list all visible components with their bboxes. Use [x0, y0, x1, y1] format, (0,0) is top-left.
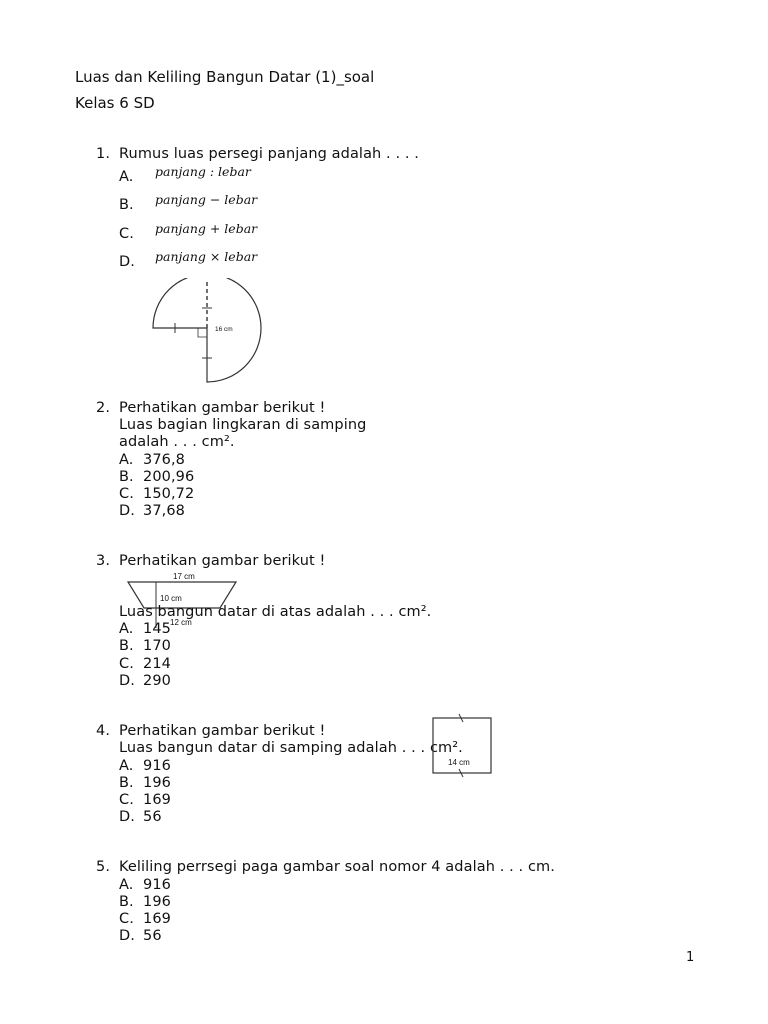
q5-number: 5. [96, 859, 111, 875]
q1-option-b-formula: panjang − lebar [155, 192, 258, 207]
q5-option-a-letter: A. [119, 877, 134, 893]
q1-option-a-letter: A. [119, 169, 134, 185]
q5-option-c-letter: C. [119, 911, 134, 927]
q4-option-a-letter: A. [119, 758, 134, 774]
trapezoid-height-label: 10 cm [160, 594, 182, 603]
q1-option-d-formula: panjang × lebar [155, 249, 258, 264]
q2-option-b-letter: B. [119, 469, 134, 485]
three-quarter-circle-figure [145, 278, 270, 388]
q3-option-b-letter: B. [119, 638, 134, 654]
q4-number: 4. [96, 723, 111, 739]
q4-option-c-letter: C. [119, 792, 134, 808]
q5-option-d-value: 56 [143, 928, 162, 944]
q3-option-d-letter: D. [119, 673, 135, 689]
q1-number: 1. [96, 146, 111, 162]
q1-option-c-letter: C. [119, 226, 134, 242]
q4-line1: Perhatikan gambar berikut ! [119, 723, 326, 739]
q1-option-b-letter: B. [119, 197, 134, 213]
q3-option-c-letter: C. [119, 656, 134, 672]
q2-option-d-value: 37,68 [143, 503, 186, 519]
q2-option-d-letter: D. [119, 503, 135, 519]
q3-line2: Luas bangun datar di atas adalah . . . cm². [119, 604, 432, 620]
q3-option-d-value: 290 [143, 673, 171, 689]
circle-radius-label: 16 cm [215, 326, 233, 333]
document-title: Luas dan Keliling Bangun Datar (1)_soal [75, 68, 375, 86]
q3-option-c-value: 214 [143, 656, 171, 672]
q2-option-c-value: 150,72 [143, 486, 195, 502]
q5-text: Keliling perrsegi paga gambar soal nomor 4 adalah . . . cm. [119, 859, 555, 875]
q2-line1: Perhatikan gambar berikut ! [119, 400, 326, 416]
class-label: Kelas 6 SD [75, 94, 155, 112]
q4-option-d-value: 56 [143, 809, 162, 825]
q2-line2: Luas bagian lingkaran di samping [119, 417, 367, 433]
q1-option-d-letter: D. [119, 254, 135, 270]
q3-line1: Perhatikan gambar berikut ! [119, 553, 326, 569]
q2-option-b-value: 200,96 [143, 469, 195, 485]
q2-option-c-letter: C. [119, 486, 134, 502]
q5-option-b-value: 196 [143, 894, 171, 910]
q5-option-b-letter: B. [119, 894, 134, 910]
q3-option-b-value: 170 [143, 638, 171, 654]
q4-line2: Luas bangun datar di samping adalah . . . cm². [119, 740, 463, 756]
q4-option-a-value: 916 [143, 758, 171, 774]
q1-option-c-formula: panjang + lebar [155, 221, 258, 236]
q4-option-b-value: 196 [143, 775, 171, 791]
q4-option-d-letter: D. [119, 809, 135, 825]
square-side-label: 14 cm [448, 758, 470, 767]
q2-option-a-value: 376,8 [143, 452, 186, 468]
q1-option-a-formula: panjang : lebar [155, 164, 251, 179]
q2-line3: adalah . . . cm². [119, 434, 235, 450]
q4-option-b-letter: B. [119, 775, 134, 791]
q2-number: 2. [96, 400, 111, 416]
q5-option-d-letter: D. [119, 928, 135, 944]
q4-option-c-value: 169 [143, 792, 171, 808]
q5-option-a-value: 916 [143, 877, 171, 893]
page-number: 1 [686, 950, 695, 965]
q3-option-a-value: 145 [143, 621, 171, 637]
q1-text: Rumus luas persegi panjang adalah . . . . [119, 146, 420, 162]
square-figure [428, 713, 498, 779]
q2-option-a-letter: A. [119, 452, 134, 468]
q3-option-a-letter: A. [119, 621, 134, 637]
q5-option-c-value: 169 [143, 911, 171, 927]
trapezoid-figure [120, 568, 245, 630]
q3-number: 3. [96, 553, 111, 569]
trapezoid-bottom-label: 12 cm [170, 618, 192, 627]
trapezoid-top-label: 17 cm [173, 572, 195, 581]
